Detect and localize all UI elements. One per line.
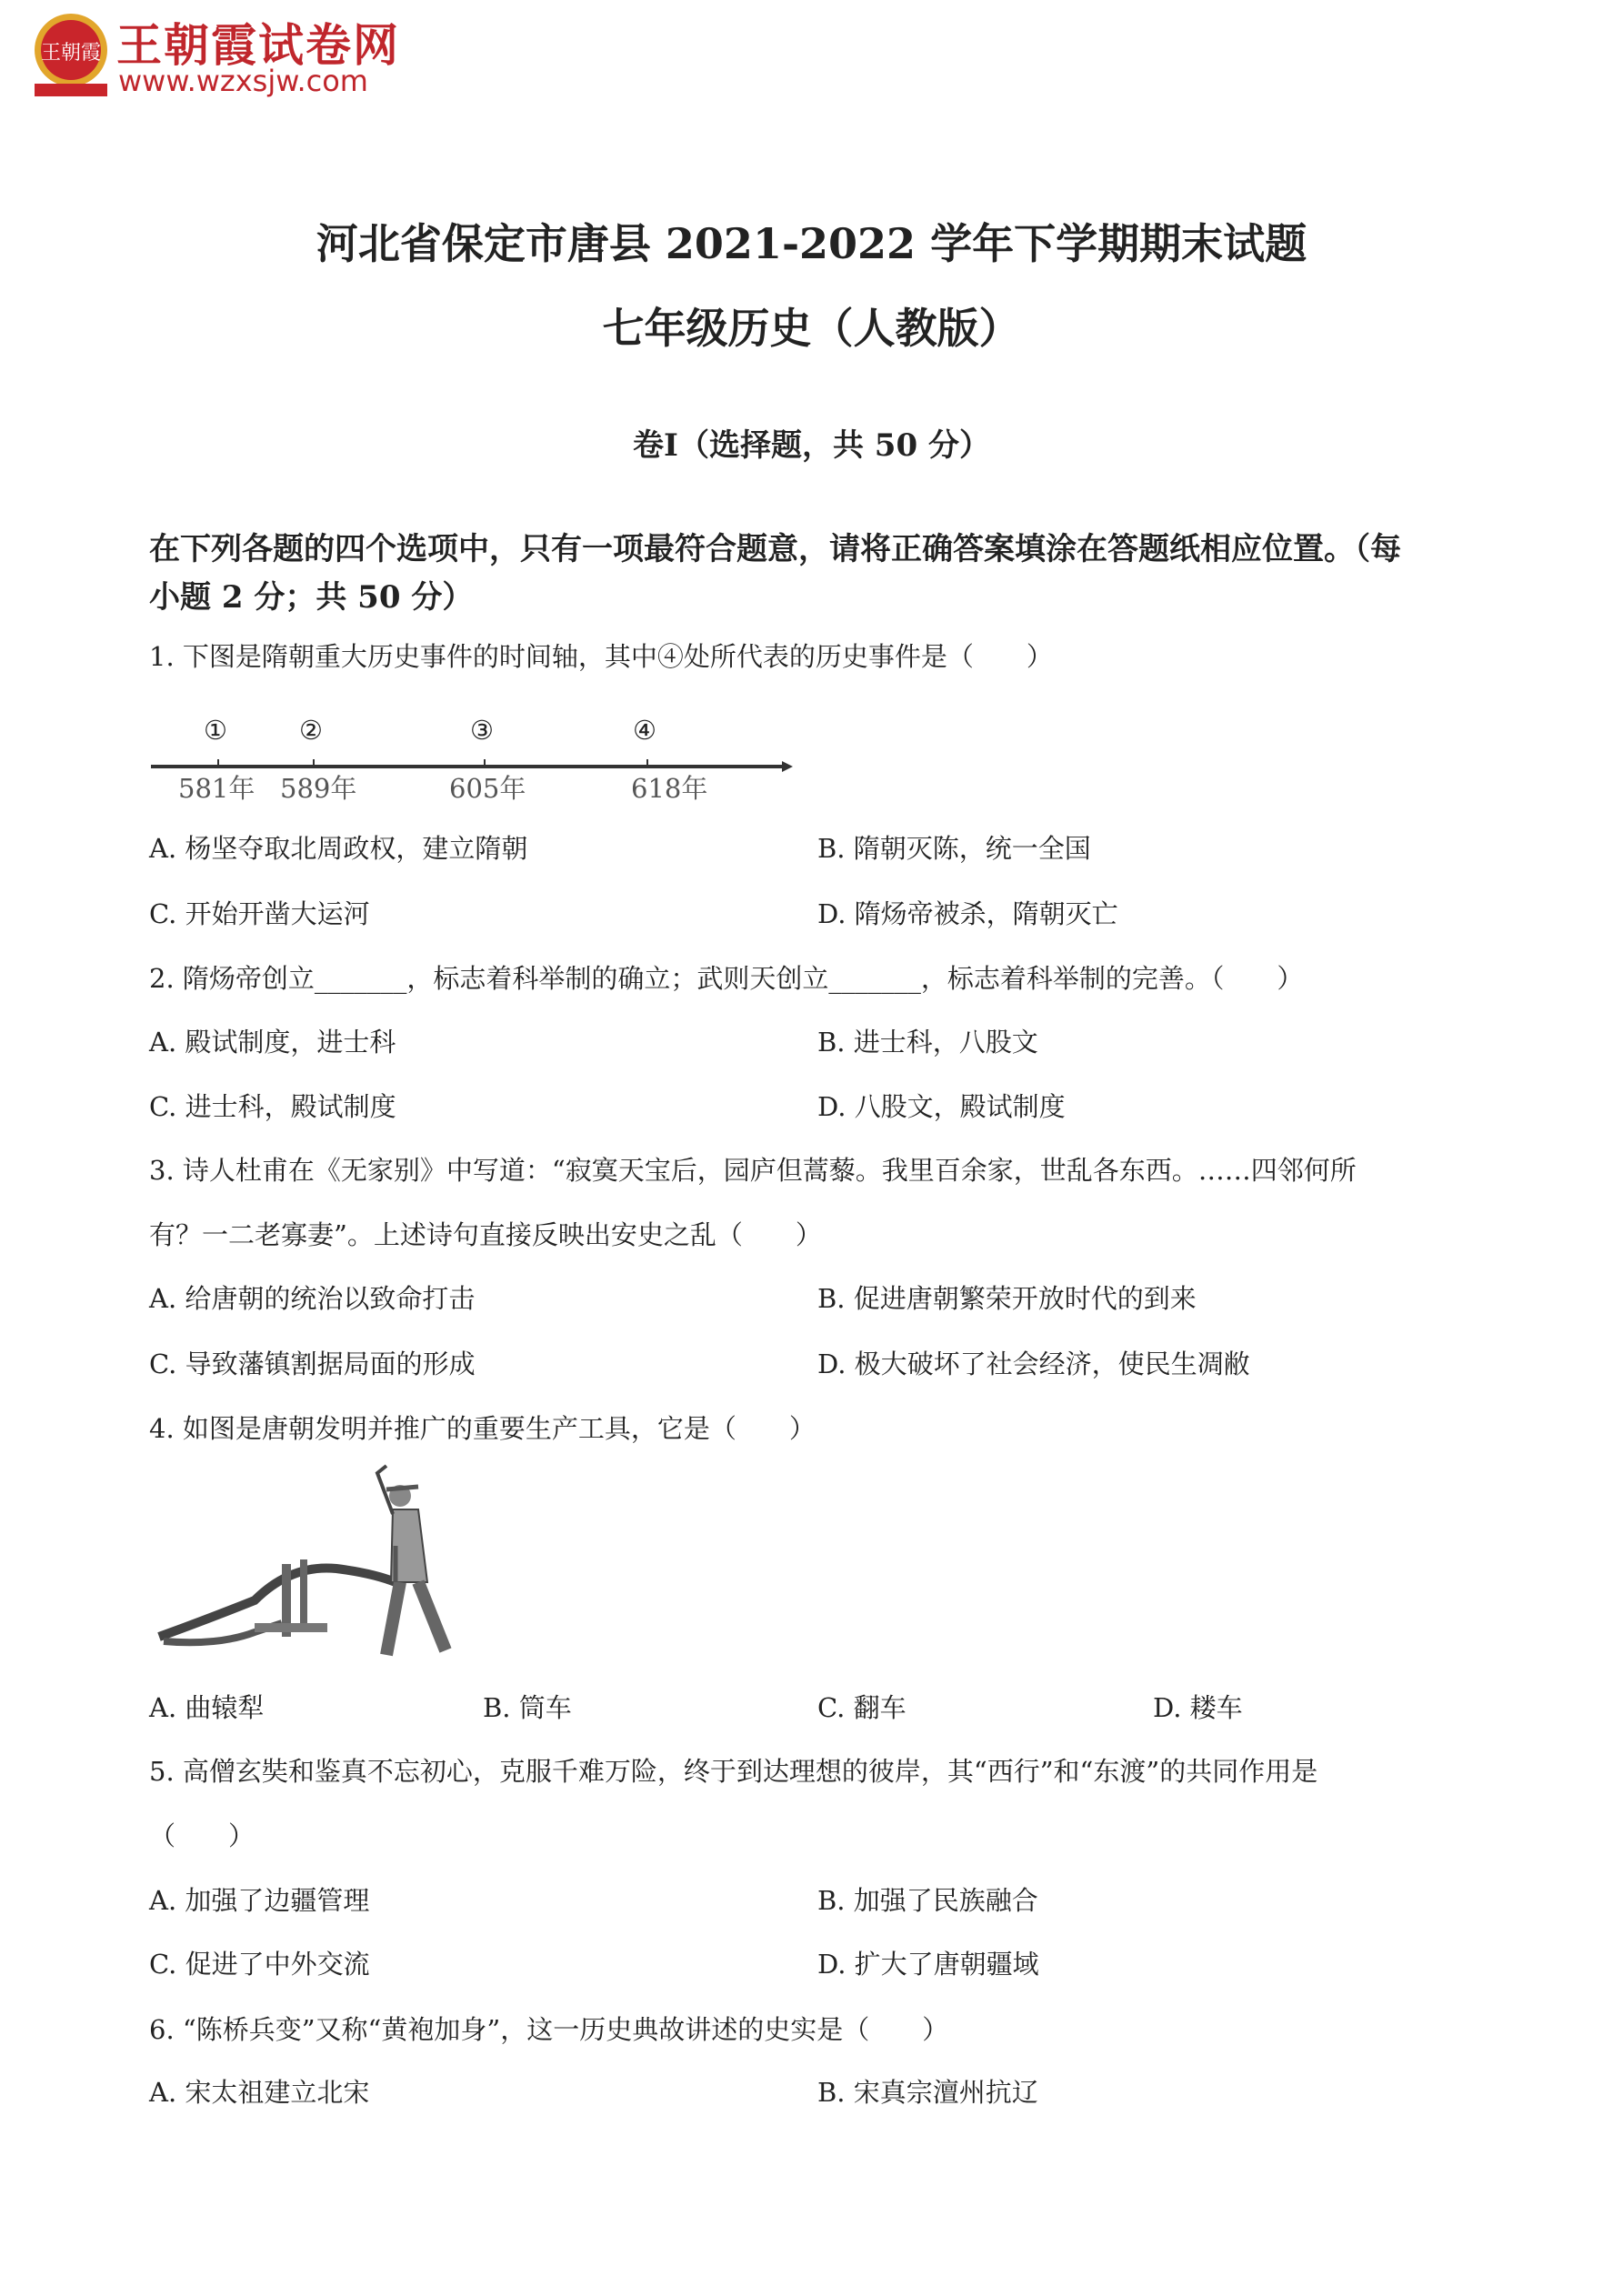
q2-option-c: C. 进士科，殿试制度 <box>149 1091 396 1122</box>
brand-name: 王朝霞试卷网 <box>116 19 400 72</box>
q2-stem: 2. 隋炀帝创立_______，标志着科举制的确立；武则天创立_______，标志着科举制的完善。（ ） <box>149 963 1304 994</box>
q3-stem-line2: 有？一二老寡妻”。上述诗句直接反映出安史之乱（ ） <box>149 1219 822 1250</box>
q1-stem: 1. 下图是隋朝重大历史事件的时间轴，其中④处所代表的历史事件是（ ） <box>149 641 1053 672</box>
q3-option-d: D. 极大破坏了社会经济，使民生凋敝 <box>817 1349 1250 1379</box>
q5-option-b: B. 加强了民族融合 <box>817 1885 1038 1916</box>
q3-option-a: A. 给唐朝的统治以致命打击 <box>149 1283 476 1314</box>
q3-option-b: B. 促进唐朝繁荣开放时代的到来 <box>817 1283 1197 1314</box>
instruction-line1: 在下列各题的四个选项中，只有一项最符合题意，请将正确答案填涂在答题纸相应位置。（每 <box>149 531 1401 567</box>
timeline-mark-2: ② <box>299 715 323 746</box>
q6-stem: 6. “陈桥兵变”又称“黄袍加身”，这一历史典故讲述的史实是（ ） <box>149 2014 949 2045</box>
q4-option-b: B. 筒车 <box>483 1692 572 1723</box>
q5-option-d: D. 扩大了唐朝疆域 <box>817 1949 1039 1980</box>
timeline-year-581: 581年 <box>178 773 255 804</box>
q3-option-c: C. 导致藩镇割据局面的形成 <box>149 1349 476 1379</box>
q6-option-b: B. 宋真宗澶州抗辽 <box>817 2077 1038 2108</box>
timeline-mark-4: ④ <box>633 715 656 746</box>
plow-illustration <box>155 1464 482 1669</box>
q1-option-b: B. 隋朝灭陈，统一全国 <box>817 833 1091 864</box>
q5-option-c: C. 促进了中外交流 <box>149 1949 370 1980</box>
timeline-year-589: 589年 <box>280 773 357 804</box>
q6-option-a: A. 宋太祖建立北宋 <box>149 2077 370 2108</box>
q4-option-a: A. 曲辕犁 <box>149 1692 265 1723</box>
brand-url: www.wzxsjw.com <box>118 64 368 98</box>
q5-option-a: A. 加强了边疆管理 <box>149 1885 370 1916</box>
q1-option-d: D. 隋炀帝被杀，隋朝灭亡 <box>817 898 1118 929</box>
q1-option-c: C. 开始开凿大运河 <box>149 898 370 929</box>
q5-stem-line2: （ ） <box>149 1820 255 1851</box>
q3-stem-line1: 3. 诗人杜甫在《无家别》中写道：“寂寞天宝后，园庐但蒿藜。我里百余家，世乱各东西。……四邻何所 <box>149 1155 1357 1186</box>
timeline-year-618: 618年 <box>631 773 708 804</box>
q4-option-d: D. 耧车 <box>1153 1692 1243 1723</box>
seal-icon <box>25 9 116 100</box>
title-line1: 河北省保定市唐县 2021-2022 学年下学期期末试题 <box>316 219 1307 268</box>
svg-text:王朝霞: 王朝霞 <box>40 42 102 65</box>
q2-option-d: D. 八股文，殿试制度 <box>817 1091 1066 1122</box>
q2-option-a: A. 殿试制度，进士科 <box>149 1027 396 1058</box>
q1-timeline <box>145 705 800 814</box>
q5-stem-line1: 5. 高僧玄奘和鉴真不忘初心，克服千难万险，终于到达理想的彼岸，其“西行”和“东渡”的共同作用是 <box>149 1756 1318 1787</box>
q4-option-c: C. 翻车 <box>817 1692 907 1723</box>
timeline-mark-1: ① <box>204 715 227 746</box>
q4-stem: 4. 如图是唐朝发明并推广的重要生产工具，它是（ ） <box>149 1413 816 1444</box>
instruction-line2: 小题 2 分；共 50 分） <box>149 579 474 616</box>
timeline-mark-3: ③ <box>470 715 494 746</box>
section-heading: 卷I（选择题，共 50 分） <box>633 427 990 464</box>
timeline-year-605: 605年 <box>449 773 526 804</box>
q1-option-a: A. 杨坚夺取北周政权，建立隋朝 <box>149 833 528 864</box>
q2-option-b: B. 进士科，八股文 <box>817 1027 1038 1058</box>
title-line2: 七年级历史（人教版） <box>602 304 1021 353</box>
